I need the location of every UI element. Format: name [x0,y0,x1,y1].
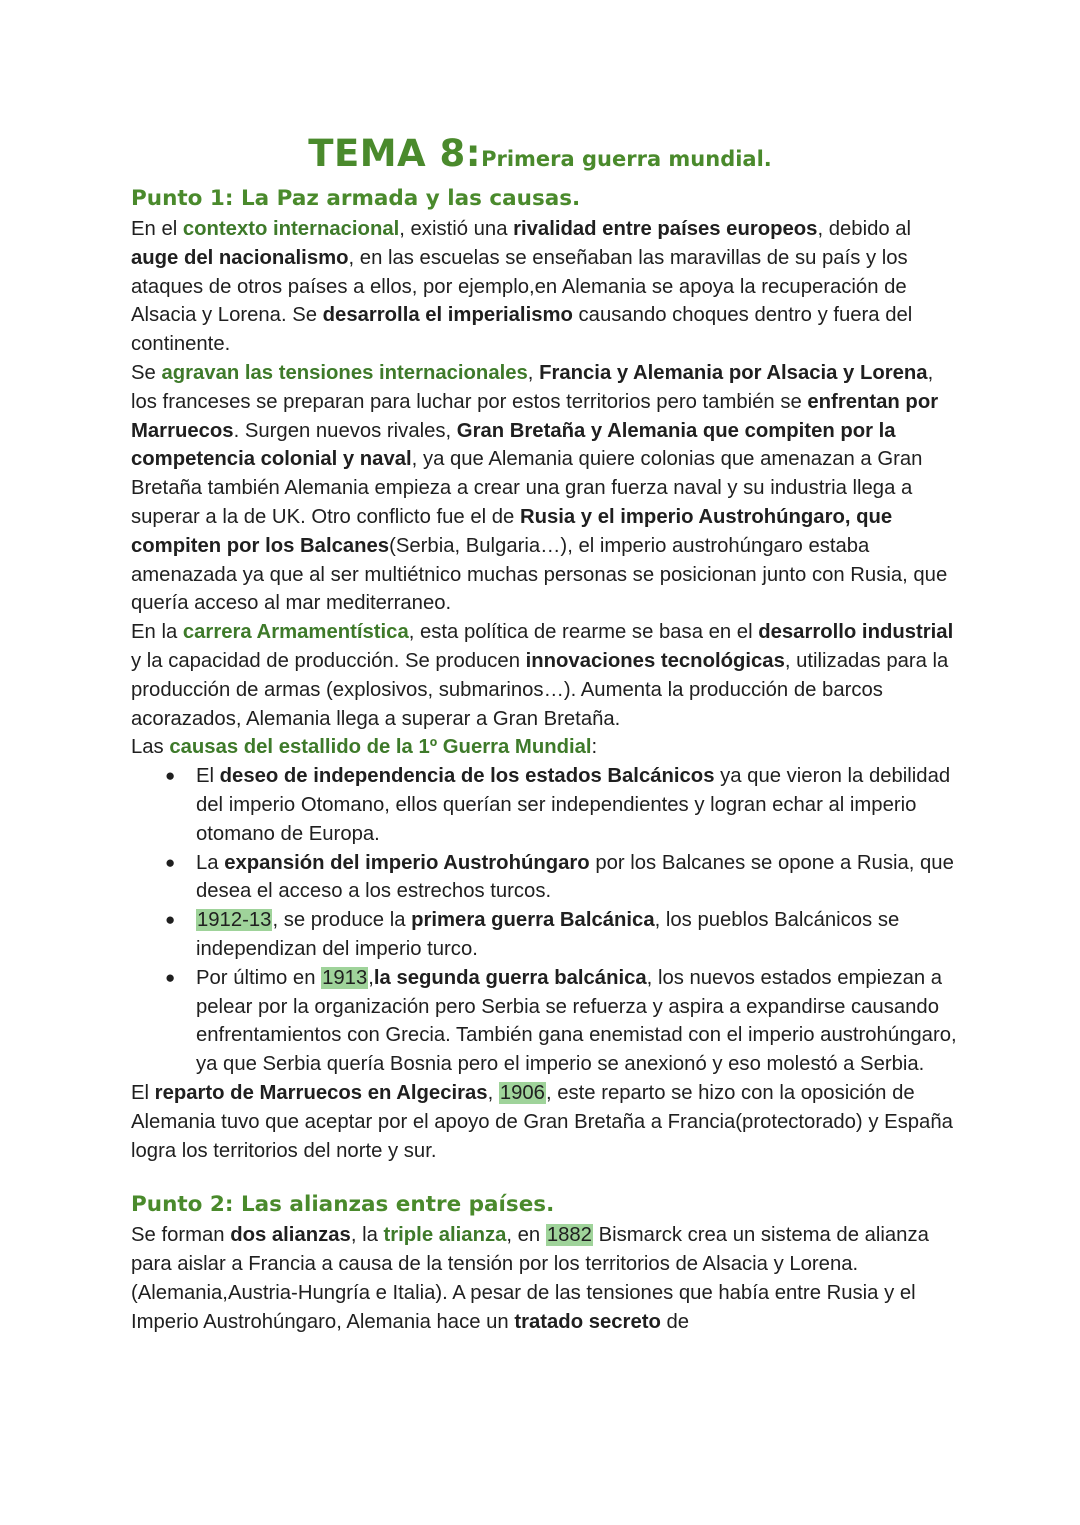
highlighted-date: 1906 [499,1081,545,1104]
bold-term: tratado secreto [514,1310,661,1333]
bold-term: dos alianzas [230,1224,351,1247]
section-2-paragraph-alliances: Se forman dos alianzas, la triple alianza, en 1882 Bismarck crea un sistema de alianza para aislar a Francia a causa de la tensión por los territorios de Alsacia y Lorena. (Alemania,Austria-Hungría e Italia). A pesar de las tensiones que había entre Rusia y el Imperio Austrohúngaro, Alemania hace un tratado secreto de [131,1224,929,1333]
section-1-paragraph-context: En el contexto internacional, existió una rivalidad entre países europeos, debido al auge del nacionalismo, en las escuelas se enseñaban las maravillas de su país y los ataques de otros países a ellos, por ejemplo,en Alemania se apoya la recuperación de Alsacia y Lorena. Se desarrolla el imperialismo causando choques dentro y fuera del continente. [131,218,913,356]
bold-term: deseo de independencia de los estados Balcánicos [219,765,715,788]
highlighted-date: 1912-13 [197,909,272,932]
bold-term: Gran Bretaña y Alemania que compiten por la competencia colonial y naval [131,419,896,471]
bold-term: desarrollo industrial [758,621,954,644]
bold-term: enfrentan por Marruecos [131,390,939,442]
bullet-icon: ● [165,766,176,786]
section-1-heading: Punto 1: La Paz armada y las causas. [131,186,581,211]
document-title [0,132,1080,175]
section-1-paragraph-causes: Las causas del estallido de la 1º Guerra Mundial: [131,736,598,759]
key-term: causas del estallido de la 1º Guerra Mundial [169,736,592,759]
bullet-icon: ● [165,910,176,930]
title-main: TEMA 8: [308,132,482,175]
key-term: triple alianza [383,1224,507,1247]
section-1-paragraph-tensions: Se agravan las tensiones internacionales, Francia y Alemania por Alsacia y Lorena, los franceses se preparan para luchar por estos territorios pero también se enfrentan por Marruecos. Surgen nuevos rivales, Gran Bretaña y Alemania que compiten por la competencia colonial y naval, ya que Alemania quiere colonias que amenazan a Gran Bretaña también Alemania empieza a crear una gran fuerza naval y su industria llega a superar a la de UK. Otro conflicto fue el de Rusia y el imperio Austrohúngaro, que compiten por los Balcanes(Serbia, Bulgaria…), el imperio austrohúngaro estaba amenazada ya que al ser multiétnico muchas personas se posicionan junto con Rusia, que quería acceso al mar mediterraneo. [131,361,948,615]
list-item: ● 1912-13, se produce la primera guerra Balcánica, los pueblos Balcánicos se independizan del imperio turco. [131,906,961,964]
section-2-heading: Punto 2: Las alianzas entre países. [131,1192,555,1218]
bold-term: Rusia y el imperio Austrohúngaro, que compiten por los Balcanes [131,505,893,557]
section-1-paragraph-armament: En la carrera Armamentística, esta política de rearme se basa en el desarrollo industrial y la capacidad de producción. Se producen innovaciones tecnológicas, utilizadas para la producción de armas (explosivos, submarinos…). Aumenta la producción de barcos acorazados, Alemania llega a superar a Gran Bretaña. [131,621,954,730]
key-term: agravan las tensiones internacionales [161,361,528,384]
document-body [131,183,961,1336]
bold-term: rivalidad entre países europeos [513,218,818,240]
key-term: carrera Armamentística [182,621,409,644]
bold-term: Francia y Alemania por Alsacia y Lorena [539,361,928,384]
title-sub: Primera guerra mundial. [481,147,772,171]
highlighted-date: 1913 [322,966,368,989]
bold-term: reparto de Marruecos en Algeciras [154,1081,488,1104]
list-item: ● El deseo de independencia de los estados Balcánicos ya que vieron la debilidad del imperio Otomano, ellos querían ser independientes y logran echar al imperio otomano de Europa. [131,762,961,848]
bullet-icon: ● [165,852,176,872]
bold-term: innovaciones tecnológicas [525,649,785,672]
bold-term: auge del nacionalismo [131,246,349,269]
list-item: ● La expansión del imperio Austrohúngaro por los Balcanes se opone a Rusia, que desea el acceso a los estrechos turcos. [131,849,961,907]
bold-term: la segunda guerra balcánica [373,966,647,989]
highlighted-date: 1882 [546,1224,592,1247]
causes-list [131,762,961,1079]
bold-term: primera guerra Balcánica [411,909,655,932]
key-term: contexto internacional [182,218,400,240]
list-item: ● Por último en 1913,la segunda guerra balcánica, los nuevos estados empiezan a pelear por la organización pero Serbia se refuerza y aspira a expandirse causando enfrentamientos con Grecia. También gana enemistad con el imperio austrohúngaro, ya que Serbia quería Bosnia pero el imperio se anexionó y eso molestó a Serbia. [131,964,961,1079]
section-1-paragraph-morocco: El reparto de Marruecos en Algeciras, 1906, este reparto se hizo con la oposición de Alemania tuvo que aceptar por el apoyo de Gran Bretaña a Francia(protectorado) y España logra los territorios del norte y sur. [131,1081,953,1162]
bold-term: expansión del imperio Austrohúngaro [224,851,590,874]
bold-term: desarrolla el imperialismo [322,304,573,327]
bullet-icon: ● [165,967,176,987]
